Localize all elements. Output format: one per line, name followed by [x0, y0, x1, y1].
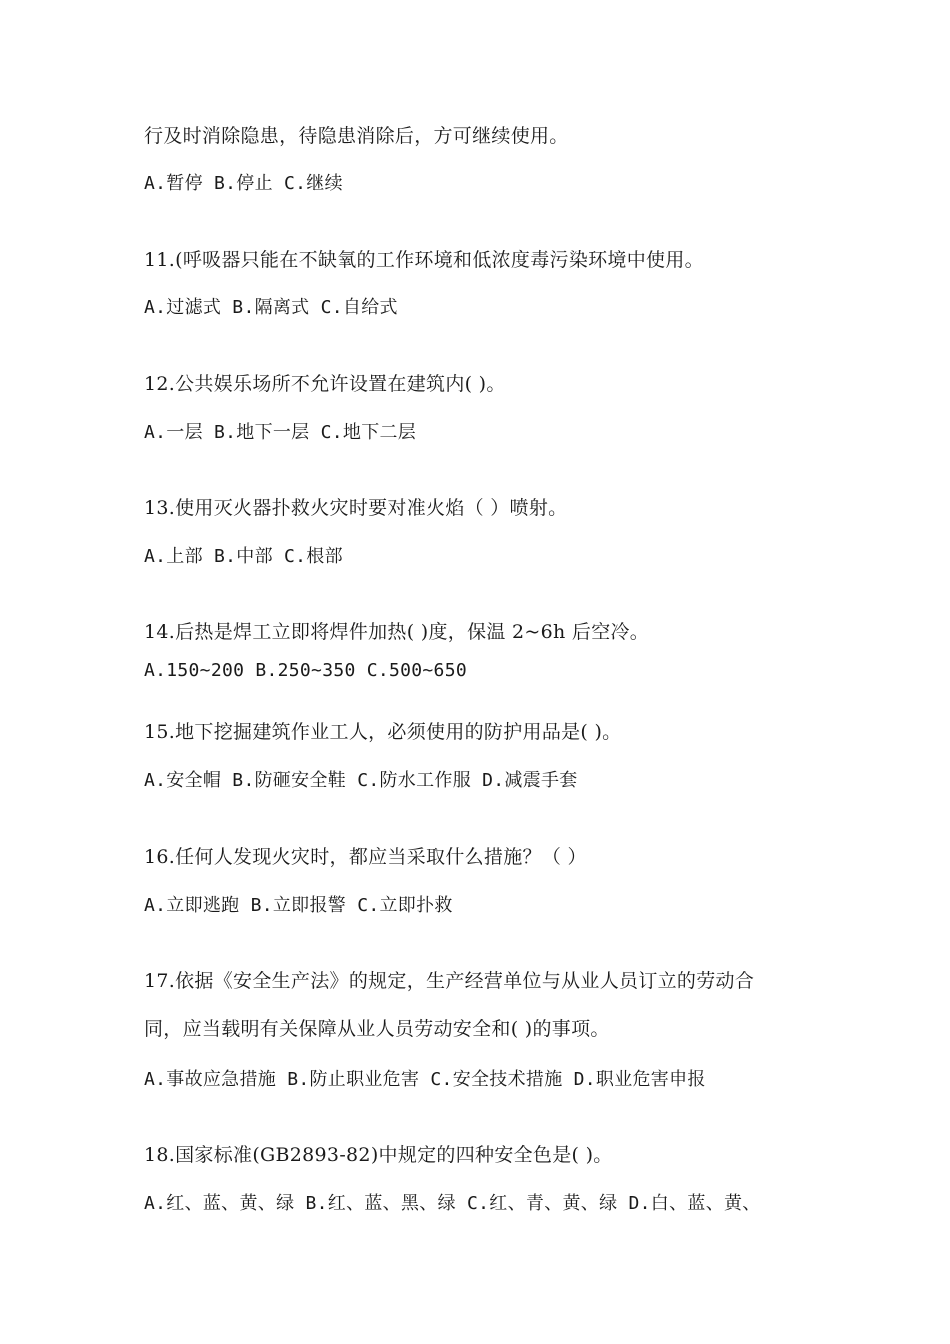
question-10-continuation: 行及时消除隐患，待隐患消除后，方可继续使用。: [144, 125, 569, 147]
question-12-stem: 12.公共娱乐场所不允许设置在建筑内( )。: [144, 373, 506, 395]
question-16-stem: 16.任何人发现火灾时，都应当采取什么措施？（ ）: [144, 846, 587, 868]
question-13-stem: 13.使用灭火器扑救火灾时要对准火焰（ ）喷射。: [144, 497, 568, 519]
question-11-options: A.过滤式 B.隔离式 C.自给式: [144, 297, 398, 318]
question-14-options: A.150~200 B.250~350 C.500~650: [144, 660, 467, 681]
question-15-options: A.安全帽 B.防砸安全鞋 C.防水工作服 D.减震手套: [144, 770, 578, 791]
question-10-options: A.暂停 B.停止 C.继续: [144, 173, 343, 194]
question-17-options: A.事故应急措施 B.防止职业危害 C.安全技术措施 D.职业危害申报: [144, 1069, 706, 1090]
question-18-stem: 18.国家标准(GB2893-82)中规定的四种安全色是( )。: [144, 1144, 613, 1166]
question-15-stem: 15.地下挖掘建筑作业工人，必须使用的防护用品是( )。: [144, 721, 622, 743]
question-17-stem: 17.依据《安全生产法》的规定，生产经营单位与从业人员订立的劳动合: [144, 970, 755, 992]
question-17-stem-continuation: 同，应当载明有关保障从业人员劳动安全和( )的事项。: [144, 1018, 610, 1040]
question-13-options: A.上部 B.中部 C.根部: [144, 546, 343, 567]
question-16-options: A.立即逃跑 B.立即报警 C.立即扑救: [144, 895, 453, 916]
question-18-options: A.红、蓝、黄、绿 B.红、蓝、黑、绿 C.红、青、黄、绿 D.白、蓝、黄、: [144, 1193, 761, 1214]
question-14-stem: 14.后热是焊工立即将焊件加热( )度，保温 2~6h 后空冷。: [144, 621, 650, 643]
question-12-options: A.一层 B.地下一层 C.地下二层: [144, 422, 417, 443]
question-11-stem: 11.(呼吸器只能在不缺氧的工作环境和低浓度毒污染环境中使用。: [144, 249, 704, 271]
